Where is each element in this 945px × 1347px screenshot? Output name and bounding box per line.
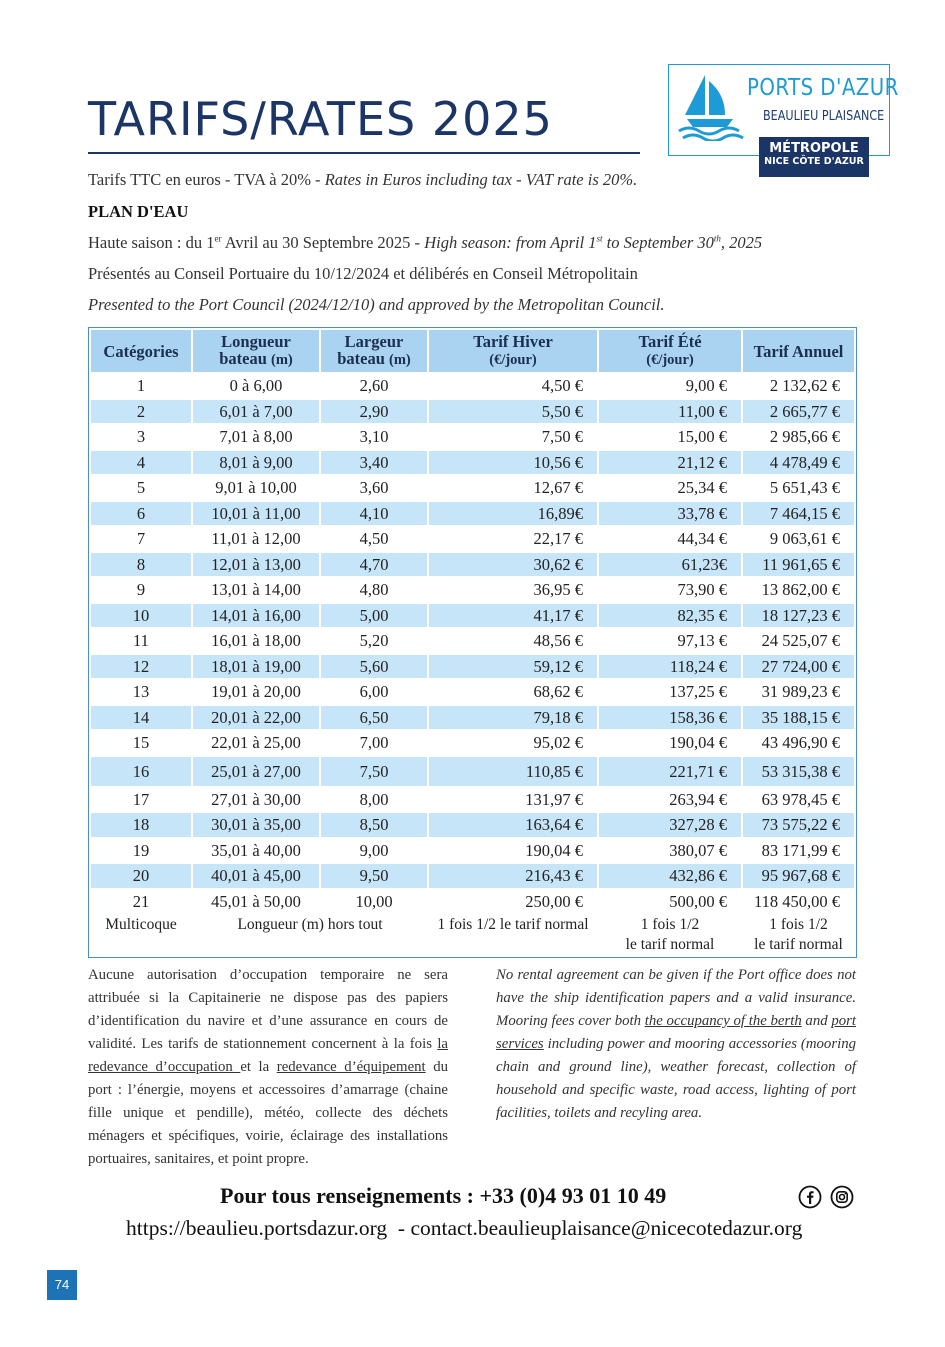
cell-width: 4,80 <box>359 580 389 600</box>
cell-category: 19 <box>132 840 150 860</box>
table-row <box>91 680 854 704</box>
contact-phone-line <box>220 1183 666 1209</box>
cell-winter-rate: 59,12 € <box>429 655 597 679</box>
multihull-annual-line1: 1 fois 1/2 <box>769 916 828 933</box>
season-note <box>88 233 762 253</box>
header-categories-label: Catégories <box>103 341 179 361</box>
cell-length: 12,01 à 13,00 <box>193 553 319 577</box>
cell-winter-rate: 216,43 € <box>429 864 597 888</box>
tax-note-fr: Tarifs TTC en euros - TVA à 20% - <box>88 170 325 189</box>
cell-width: 8,00 <box>359 789 389 809</box>
cell-width: 5,60 <box>321 655 427 679</box>
table-row <box>91 864 854 888</box>
season-en-a: High season: from April 1 <box>424 233 597 252</box>
header-annual-rate <box>743 330 854 372</box>
cell-category: 17 <box>132 789 150 809</box>
council-note-en <box>88 295 665 315</box>
header-winter-rate <box>429 330 597 372</box>
cell-winter-rate: 4,50 € <box>541 376 583 396</box>
cell-winter-rate: 95,02 € <box>533 733 583 753</box>
council-note-en-text: Presented to the Port Council (2024/12/10) and approved by the Metropolitan Council. <box>88 295 665 314</box>
cell-width: 8,50 <box>321 813 427 837</box>
cell-annual-rate: 35 188,15 € <box>743 706 854 730</box>
cell-winter-rate: 48,56 € <box>533 631 583 651</box>
table-row <box>91 655 854 679</box>
tax-note-en: Rates in Euros including tax - VAT rate is 20%. <box>324 170 638 189</box>
season-en-sup2: th <box>713 233 721 244</box>
cell-category: 10 <box>91 604 191 628</box>
cell-width: 2,90 <box>321 400 427 424</box>
cell-summer-rate: 97,13 € <box>677 631 727 651</box>
cell-length: 30,01 à 35,00 <box>193 813 319 837</box>
cell-summer-rate: 380,07 € <box>669 840 727 860</box>
header-annual-label: Tarif Annuel <box>753 341 844 361</box>
cell-summer-rate: 9,00 € <box>685 376 727 396</box>
table-row <box>91 578 854 602</box>
note-en-part-b: and <box>801 1013 832 1029</box>
cell-category: 1 <box>136 376 146 396</box>
header-length-label2: bateau <box>219 349 267 368</box>
cell-summer-rate: 263,94 € <box>669 789 727 809</box>
metropole-badge <box>759 137 869 177</box>
season-en-sup1: st <box>596 233 603 244</box>
multihull-winter: 1 fois 1/2 le tarif normal <box>437 916 589 933</box>
table-row <box>91 400 854 424</box>
header-width <box>321 330 427 372</box>
cell-length: 10,01 à 11,00 <box>193 502 319 526</box>
cell-winter-rate: 36,95 € <box>533 580 583 600</box>
conditions-note-fr <box>88 964 448 1171</box>
cell-length: 13,01 à 14,00 <box>211 580 301 600</box>
cell-width: 4,50 <box>359 529 389 549</box>
cell-length: 6,01 à 7,00 <box>193 400 319 424</box>
cell-winter-rate: 16,89€ <box>429 502 597 526</box>
cell-summer-rate: 21,12 € <box>599 451 741 475</box>
cell-summer-rate: 221,71 € <box>599 757 741 786</box>
cell-summer-rate: 190,04 € <box>669 733 727 753</box>
table-row <box>91 788 854 812</box>
cell-winter-rate: 163,64 € <box>429 813 597 837</box>
logo-name: PORTS D'AZUR <box>747 75 899 101</box>
cell-category: 11 <box>133 631 149 651</box>
cell-width: 3,40 <box>321 451 427 475</box>
cell-width: 5,20 <box>359 631 389 651</box>
section-heading: PLAN D'EAU <box>88 202 189 221</box>
header-winter-label: Tarif Hiver <box>473 332 553 351</box>
cell-category: 7 <box>136 529 146 549</box>
cell-width: 6,50 <box>321 706 427 730</box>
cell-length: 19,01 à 20,00 <box>211 682 301 702</box>
note-en-part-c: including power and mooring accessories (mooring chain and ground line), weather forecast, collection of household and specific waste, road access, lighting of port facilities, toilets and recyling area. <box>496 1036 856 1121</box>
table-row <box>91 476 854 500</box>
contact-separator: - <box>387 1216 411 1240</box>
cell-annual-rate: 95 967,68 € <box>743 864 854 888</box>
cell-length: 40,01 à 45,00 <box>193 864 319 888</box>
cell-category: 2 <box>91 400 191 424</box>
cell-annual-rate: 63 978,45 € <box>761 789 840 809</box>
cell-category: 21 <box>132 891 150 911</box>
cell-annual-rate: 24 525,07 € <box>761 631 840 651</box>
cell-annual-rate: 2 665,77 € <box>743 400 854 424</box>
cell-length: 35,01 à 40,00 <box>211 840 301 860</box>
table-row <box>91 553 854 577</box>
cell-category: 3 <box>136 427 146 447</box>
table-row <box>91 813 854 837</box>
facebook-icon[interactable] <box>798 1185 822 1209</box>
cell-category: 13 <box>132 682 150 702</box>
header-summer-label: Tarif Été <box>638 332 702 351</box>
cell-winter-rate: 131,97 € <box>525 789 583 809</box>
season-fr-b: Avril au 30 Septembre 2025 - <box>221 233 425 252</box>
cell-width: 3,10 <box>359 427 389 447</box>
cell-width: 3,60 <box>359 478 389 498</box>
cell-winter-rate: 30,62 € <box>429 553 597 577</box>
note-fr-part-c: du port : l’énergie, moyens et accessoires d’amarrage (chaine fille unique et pendille), météo, collecte des déchets ménagers et spécifiques, voirie, éclairage des installations portuaires, sanitaires, et point propre. <box>88 1059 449 1167</box>
cell-winter-rate: 110,85 € <box>429 757 597 786</box>
table-row <box>91 451 854 475</box>
email-link[interactable]: contact.beaulieuplaisance@nicecotedazur.org <box>410 1216 803 1240</box>
header-length-unit: (m) <box>271 352 293 368</box>
cell-category: 18 <box>91 813 191 837</box>
cell-category: 20 <box>91 864 191 888</box>
cell-annual-rate: 9 063,61 € <box>769 529 840 549</box>
cell-summer-rate: 118,24 € <box>599 655 741 679</box>
cell-summer-rate: 61,23€ <box>599 553 741 577</box>
cell-annual-rate: 18 127,23 € <box>743 604 854 628</box>
cell-width: 9,50 <box>321 864 427 888</box>
cell-length: 16,01 à 18,00 <box>211 631 301 651</box>
multihull-annual <box>743 915 854 955</box>
note-en-port-services: port services <box>496 1013 856 1052</box>
multihull-length: Longueur (m) hors tout <box>237 916 383 933</box>
cell-length: 22,01 à 25,00 <box>211 733 301 753</box>
cell-summer-rate: 327,28 € <box>599 813 741 837</box>
rates-table <box>88 327 857 958</box>
website-link[interactable]: https://beaulieu.portsdazur.org <box>126 1216 388 1240</box>
multihull-summer-line1: 1 fois 1/2 <box>640 916 700 933</box>
cell-winter-rate: 68,62 € <box>533 682 583 702</box>
cell-length: 25,01 à 27,00 <box>193 757 319 786</box>
cell-category: 5 <box>136 478 146 498</box>
season-en-c: , 2025 <box>720 233 763 252</box>
page-title: TARIFS/RATES 2025 <box>88 92 553 146</box>
contact-web-line <box>126 1216 802 1241</box>
cell-length: 0 à 6,00 <box>229 376 283 396</box>
contact-label: Pour tous renseignements : <box>220 1183 480 1208</box>
cell-length: 45,01 à 50,00 <box>211 891 301 911</box>
cell-length: 9,01 à 10,00 <box>215 478 297 498</box>
cell-annual-rate: 2 985,66 € <box>769 427 840 447</box>
cell-winter-rate: 22,17 € <box>533 529 583 549</box>
page-number: 74 <box>47 1270 77 1300</box>
cell-annual-rate: 11 961,65 € <box>743 553 854 577</box>
cell-category: 16 <box>91 757 191 786</box>
note-fr-part-b: et la <box>240 1059 277 1075</box>
multihull-row <box>91 915 854 955</box>
header-width-unit: (m) <box>389 352 411 368</box>
cell-width: 5,00 <box>321 604 427 628</box>
cell-summer-rate: 158,36 € <box>599 706 741 730</box>
cell-annual-rate: 118 450,00 € <box>753 891 840 911</box>
cell-length: 27,01 à 30,00 <box>211 789 301 809</box>
multihull-summer-line2: le tarif normal <box>625 936 715 953</box>
cell-category: 9 <box>136 580 146 600</box>
cell-annual-rate: 83 171,99 € <box>761 840 840 860</box>
cell-winter-rate: 41,17 € <box>429 604 597 628</box>
note-fr-equipment-fee: redevance d’équipement <box>276 1059 426 1075</box>
table-row <box>91 502 854 526</box>
table-row <box>91 527 854 551</box>
table-row <box>91 890 854 914</box>
cell-width: 2,60 <box>359 376 389 396</box>
multihull-category: Multicoque <box>105 916 177 933</box>
instagram-icon[interactable] <box>830 1185 854 1209</box>
cell-summer-rate: 500,00 € <box>669 891 727 911</box>
cell-summer-rate: 33,78 € <box>599 502 741 526</box>
cell-annual-rate: 7 464,15 € <box>743 502 854 526</box>
header-categories <box>91 330 191 372</box>
cell-summer-rate: 44,34 € <box>677 529 727 549</box>
table-row <box>91 374 854 398</box>
cell-width: 4,70 <box>321 553 427 577</box>
season-fr-sup: er <box>214 233 222 244</box>
header-summer-unit: (€/jour) <box>646 352 694 368</box>
contact-phone[interactable]: +33 (0)4 93 01 10 49 <box>479 1183 667 1208</box>
table-row <box>91 604 854 628</box>
cell-annual-rate: 73 575,22 € <box>743 813 854 837</box>
table-header-row <box>91 330 854 372</box>
cell-width: 4,10 <box>321 502 427 526</box>
header-width-label: Largeur <box>344 332 404 351</box>
cell-annual-rate: 53 315,38 € <box>743 757 854 786</box>
cell-annual-rate: 31 989,23 € <box>761 682 840 702</box>
cell-length: 20,01 à 22,00 <box>193 706 319 730</box>
table-row <box>91 629 854 653</box>
note-fr-part-a: Aucune autorisation d’occupation temporaire ne sera attribuée si la Capitainerie ne dispose pas des papiers d’identification du navire et d’une assurance en cours de validité. Les tarifs de stationnement concernent à la fois <box>88 967 448 1052</box>
header-length-label: Longueur <box>221 332 291 351</box>
metropole-sublabel: NICE CÔTE D'AZUR <box>764 156 864 167</box>
cell-width: 10,00 <box>355 891 393 911</box>
sailboat-icon <box>675 71 747 141</box>
cell-winter-rate: 190,04 € <box>525 840 583 860</box>
cell-summer-rate: 11,00 € <box>599 400 741 424</box>
cell-annual-rate: 13 862,00 € <box>761 580 840 600</box>
cell-annual-rate: 27 724,00 € <box>743 655 854 679</box>
cell-category: 8 <box>91 553 191 577</box>
cell-summer-rate: 432,86 € <box>599 864 741 888</box>
season-fr-a: Haute saison : du 1 <box>88 233 215 252</box>
cell-category: 15 <box>132 733 150 753</box>
cell-summer-rate: 73,90 € <box>677 580 727 600</box>
note-en-part-a: No rental agreement can be given if the Port office does not have the ship identification papers and a valid insurance. Mooring fees cover both <box>496 967 856 1029</box>
cell-length: 18,01 à 19,00 <box>193 655 319 679</box>
cell-length: 14,01 à 16,00 <box>193 604 319 628</box>
cell-width: 7,00 <box>359 733 389 753</box>
multihull-summer <box>599 915 741 955</box>
multihull-annual-line2: le tarif normal <box>754 936 843 953</box>
ports-dazur-logo <box>668 64 899 167</box>
table-row <box>91 757 854 786</box>
cell-summer-rate: 82,35 € <box>599 604 741 628</box>
cell-summer-rate: 25,34 € <box>677 478 727 498</box>
table-row <box>91 425 854 449</box>
table-row <box>91 839 854 863</box>
cell-winter-rate: 10,56 € <box>429 451 597 475</box>
metropole-label: MÉTROPOLE <box>769 141 859 156</box>
note-en-berth-occupancy: the occupancy of the berth <box>644 1013 802 1029</box>
header-summer-rate <box>599 330 741 372</box>
season-en-b: to September 30 <box>602 233 714 252</box>
cell-annual-rate: 4 478,49 € <box>743 451 854 475</box>
cell-category: 12 <box>91 655 191 679</box>
tax-note <box>88 170 637 190</box>
cell-width: 6,00 <box>359 682 389 702</box>
council-note-fr: Présentés au Conseil Portuaire du 10/12/2024 et délibérés en Conseil Métropolitain <box>88 264 638 283</box>
cell-winter-rate: 12,67 € <box>533 478 583 498</box>
cell-category: 6 <box>91 502 191 526</box>
cell-winter-rate: 250,00 € <box>525 891 583 911</box>
cell-category: 14 <box>91 706 191 730</box>
cell-annual-rate: 5 651,43 € <box>769 478 840 498</box>
title-rule <box>88 152 640 154</box>
cell-width: 7,50 <box>321 757 427 786</box>
cell-annual-rate: 43 496,90 € <box>761 733 840 753</box>
cell-winter-rate: 79,18 € <box>429 706 597 730</box>
cell-summer-rate: 15,00 € <box>677 427 727 447</box>
header-length <box>193 330 319 372</box>
header-winter-unit: (€/jour) <box>489 352 537 368</box>
cell-length: 8,01 à 9,00 <box>193 451 319 475</box>
table-row <box>91 731 854 755</box>
cell-winter-rate: 5,50 € <box>429 400 597 424</box>
header-width-label2: bateau <box>337 349 385 368</box>
cell-category: 4 <box>91 451 191 475</box>
cell-width: 9,00 <box>359 840 389 860</box>
cell-winter-rate: 7,50 € <box>541 427 583 447</box>
note-fr-occupation-fee: la redevance d’occupation <box>88 1036 448 1075</box>
cell-summer-rate: 137,25 € <box>669 682 727 702</box>
table-row <box>91 706 854 730</box>
logo-subtitle: BEAULIEU PLAISANCE <box>763 109 885 124</box>
cell-annual-rate: 2 132,62 € <box>769 376 840 396</box>
cell-length: 7,01 à 8,00 <box>219 427 293 447</box>
cell-length: 11,01 à 12,00 <box>211 529 301 549</box>
conditions-note-en <box>496 964 856 1125</box>
